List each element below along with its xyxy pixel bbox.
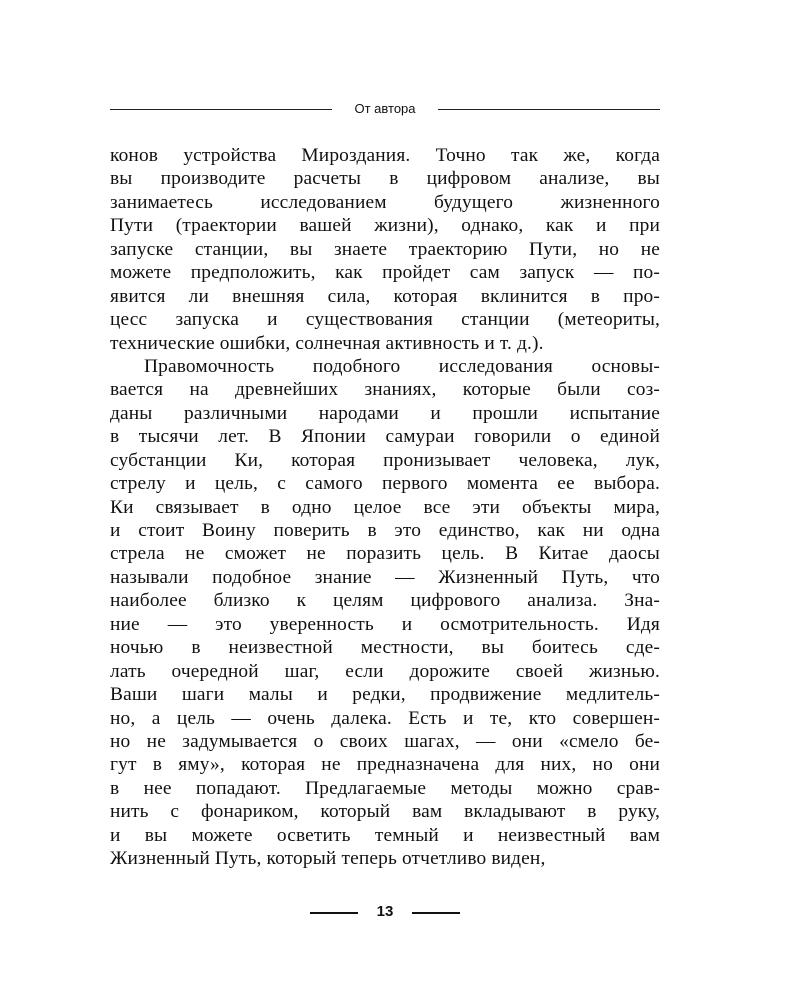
text-line: ние — это уверенность и осмотрительность. Идя [110,613,660,635]
body-text [110,144,660,871]
text-line: гут в яму», которая не предназначена для них, но они [110,754,660,776]
folio-rule-right [412,912,460,914]
page-folio [300,900,470,924]
text-line: субстанции Ки, которая пронизывает человека, лук, [110,449,660,471]
page-number: 13 [376,903,394,920]
text-line: но, а цель — очень далека. Есть и те, кто совершен- [110,707,660,729]
text-line: занимаетесь исследованием будущего жизненного [110,191,660,213]
text-line: вы производите расчеты в цифровом анализе, вы [110,168,660,190]
text-line: конов устройства Мироздания. Точно так же, когда [110,145,660,166]
text-line: даны различными народами и прошли испытание [110,402,660,424]
text-line: называли подобное знание — Жизненный Путь, что [110,566,660,588]
header-rule-right [438,109,660,110]
text-line: Пути (траектории вашей жизни), однако, как и при [110,215,660,237]
text-line: Правомочность подобного исследования основы- [144,355,660,377]
text-line: наиболее близко к целям цифрового анализа. Зна- [110,590,660,612]
text-line: можете предположить, как пройдет сам запуск — по- [110,262,660,284]
text-line: вается на древнейших знаниях, которые были соз- [110,379,660,401]
text-line: ночью в неизвестной местности, вы боитесь сде- [110,637,660,659]
text-line: в тысячи лет. В Японии самураи говорили о единой [110,426,660,448]
text-line: запуске станции, вы знаете траекторию Пути, но не [110,238,660,260]
text-line: цесс запуска и существования станции (метеориты, [110,309,660,331]
text-line: стрела не сможет не поразить цель. В Китае даосы [110,543,660,565]
section-title: От автора [354,101,416,116]
paragraph [110,355,660,871]
text-line: и вы можете осветить темный и неизвестный вам [110,824,660,846]
text-line: технические ошибки, солнечная активность и т. д.). [110,332,544,354]
text-line: явится ли внешняя сила, которая вклинится в про- [110,285,660,307]
text-line: нить с фонариком, который вам вкладывают в руку, [110,801,660,823]
text-line: и стоит Воину поверить в это единство, как ни одна [110,520,660,541]
text-line: стрелу и цель, с самого первого момента ее выбора. [110,473,660,495]
running-head [110,98,660,120]
text-line: в нее попадают. Предлагаемые методы можно срав- [110,777,660,799]
text-line: лать очередной шаг, если дорожите своей жизнью. [110,660,660,682]
text-line: Ваши шаги малы и редки, продвижение медлитель- [110,684,660,706]
text-line: Жизненный Путь, который теперь отчетливо виден, [110,848,546,870]
text-line: но не задумывается о своих шагах, — они «смело бе- [110,730,660,752]
paragraph [110,144,660,355]
text-line: Ки связывает в одно целое все эти объекты мира, [110,496,660,518]
